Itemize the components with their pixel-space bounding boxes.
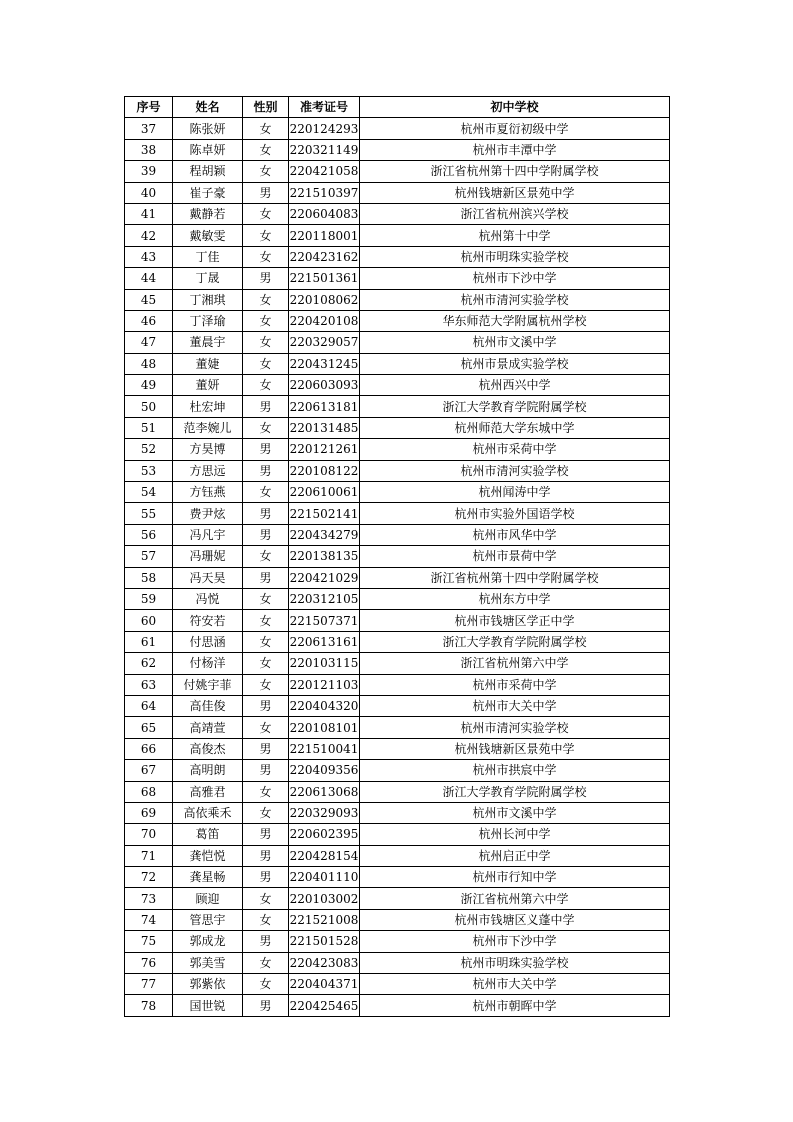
cell-exam-id: 220329093 <box>289 802 360 823</box>
table-row <box>125 695 670 716</box>
cell-exam-id: 220613068 <box>289 781 360 802</box>
cell-exam-id: 220613161 <box>289 631 360 652</box>
cell-gender: 女 <box>243 909 289 930</box>
cell-name: 冯天昊 <box>173 567 243 588</box>
table-row <box>125 268 670 289</box>
table-row <box>125 225 670 246</box>
cell-exam-id: 220108122 <box>289 460 360 481</box>
cell-gender: 女 <box>243 610 289 631</box>
cell-gender: 女 <box>243 417 289 438</box>
cell-exam-id: 220428154 <box>289 845 360 866</box>
cell-gender: 女 <box>243 952 289 973</box>
cell-school: 杭州市钱塘区义蓬中学 <box>360 909 670 930</box>
cell-school: 杭州市大关中学 <box>360 974 670 995</box>
cell-name: 龚恺悦 <box>173 845 243 866</box>
table-row <box>125 610 670 631</box>
cell-name: 国世锐 <box>173 995 243 1016</box>
cell-seq: 65 <box>125 717 173 738</box>
header-seq: 序号 <box>125 97 173 118</box>
cell-school: 杭州市夏衍初级中学 <box>360 118 670 139</box>
cell-gender: 男 <box>243 396 289 417</box>
cell-seq: 46 <box>125 310 173 331</box>
cell-seq: 58 <box>125 567 173 588</box>
table-row <box>125 867 670 888</box>
cell-seq: 55 <box>125 503 173 524</box>
cell-name: 高俊杰 <box>173 738 243 759</box>
cell-seq: 66 <box>125 738 173 759</box>
cell-gender: 男 <box>243 524 289 545</box>
cell-exam-id: 220434279 <box>289 524 360 545</box>
cell-school: 浙江大学教育学院附属学校 <box>360 631 670 652</box>
table-row <box>125 653 670 674</box>
cell-name: 丁佳 <box>173 246 243 267</box>
cell-gender: 男 <box>243 567 289 588</box>
cell-seq: 43 <box>125 246 173 267</box>
cell-seq: 61 <box>125 631 173 652</box>
cell-exam-id: 220613181 <box>289 396 360 417</box>
cell-school: 杭州市文溪中学 <box>360 802 670 823</box>
cell-gender: 女 <box>243 888 289 909</box>
cell-name: 方昊博 <box>173 439 243 460</box>
table-row <box>125 524 670 545</box>
cell-gender: 女 <box>243 802 289 823</box>
cell-school: 杭州钱塘新区景苑中学 <box>360 182 670 203</box>
cell-name: 冯珊妮 <box>173 546 243 567</box>
cell-name: 董晨宇 <box>173 332 243 353</box>
cell-gender: 女 <box>243 781 289 802</box>
cell-exam-id: 220421029 <box>289 567 360 588</box>
cell-exam-id: 220124293 <box>289 118 360 139</box>
cell-exam-id: 220108101 <box>289 717 360 738</box>
cell-name: 郭紫依 <box>173 974 243 995</box>
cell-exam-id: 220329057 <box>289 332 360 353</box>
cell-gender: 女 <box>243 482 289 503</box>
table-row <box>125 974 670 995</box>
cell-exam-id: 220610061 <box>289 482 360 503</box>
cell-school: 杭州市采荷中学 <box>360 439 670 460</box>
cell-seq: 41 <box>125 203 173 224</box>
cell-gender: 女 <box>243 332 289 353</box>
cell-school: 杭州西兴中学 <box>360 375 670 396</box>
cell-school: 杭州闻涛中学 <box>360 482 670 503</box>
cell-exam-id: 220118001 <box>289 225 360 246</box>
cell-exam-id: 220321149 <box>289 139 360 160</box>
cell-seq: 62 <box>125 653 173 674</box>
cell-name: 高依乘禾 <box>173 802 243 823</box>
header-name: 姓名 <box>173 97 243 118</box>
cell-name: 高靖萱 <box>173 717 243 738</box>
cell-gender: 女 <box>243 546 289 567</box>
cell-school: 杭州市大关中学 <box>360 695 670 716</box>
cell-exam-id: 220423162 <box>289 246 360 267</box>
cell-exam-id: 221501528 <box>289 931 360 952</box>
cell-seq: 54 <box>125 482 173 503</box>
cell-seq: 51 <box>125 417 173 438</box>
cell-gender: 女 <box>243 353 289 374</box>
table-row <box>125 182 670 203</box>
cell-gender: 女 <box>243 310 289 331</box>
cell-name: 顾迎 <box>173 888 243 909</box>
cell-name: 郭成龙 <box>173 931 243 952</box>
cell-seq: 44 <box>125 268 173 289</box>
cell-gender: 女 <box>243 246 289 267</box>
table-row <box>125 781 670 802</box>
table-row <box>125 631 670 652</box>
cell-name: 杜宏坤 <box>173 396 243 417</box>
cell-gender: 男 <box>243 760 289 781</box>
table-row <box>125 482 670 503</box>
table-row <box>125 289 670 310</box>
cell-exam-id: 221502141 <box>289 503 360 524</box>
table-row <box>125 203 670 224</box>
cell-school: 杭州市行知中学 <box>360 867 670 888</box>
table-row <box>125 375 670 396</box>
cell-name: 丁泽瑜 <box>173 310 243 331</box>
cell-seq: 74 <box>125 909 173 930</box>
table-row <box>125 802 670 823</box>
cell-gender: 男 <box>243 268 289 289</box>
cell-name: 高佳俊 <box>173 695 243 716</box>
cell-seq: 45 <box>125 289 173 310</box>
cell-gender: 女 <box>243 225 289 246</box>
table-header-row <box>125 97 670 118</box>
cell-exam-id: 220103002 <box>289 888 360 909</box>
cell-gender: 男 <box>243 824 289 845</box>
cell-exam-id: 220603093 <box>289 375 360 396</box>
cell-seq: 42 <box>125 225 173 246</box>
cell-exam-id: 220131485 <box>289 417 360 438</box>
cell-name: 崔子豪 <box>173 182 243 203</box>
table-row <box>125 588 670 609</box>
table-row <box>125 503 670 524</box>
cell-school: 杭州启正中学 <box>360 845 670 866</box>
cell-name: 方钰燕 <box>173 482 243 503</box>
cell-gender: 男 <box>243 695 289 716</box>
cell-school: 杭州市风华中学 <box>360 524 670 545</box>
cell-name: 龚星畅 <box>173 867 243 888</box>
cell-gender: 女 <box>243 631 289 652</box>
cell-exam-id: 220425465 <box>289 995 360 1016</box>
table-body <box>125 118 670 1016</box>
cell-seq: 38 <box>125 139 173 160</box>
table-row <box>125 888 670 909</box>
cell-school: 浙江省杭州第十四中学附属学校 <box>360 567 670 588</box>
cell-seq: 64 <box>125 695 173 716</box>
cell-school: 浙江省杭州第十四中学附属学校 <box>360 161 670 182</box>
cell-gender: 女 <box>243 118 289 139</box>
table-row <box>125 396 670 417</box>
table-row <box>125 460 670 481</box>
cell-seq: 37 <box>125 118 173 139</box>
cell-exam-id: 220404371 <box>289 974 360 995</box>
cell-seq: 50 <box>125 396 173 417</box>
cell-name: 付杨洋 <box>173 653 243 674</box>
cell-seq: 60 <box>125 610 173 631</box>
cell-school: 杭州市实验外国语学校 <box>360 503 670 524</box>
table-row <box>125 417 670 438</box>
cell-gender: 女 <box>243 717 289 738</box>
cell-gender: 男 <box>243 867 289 888</box>
cell-school: 杭州市明珠实验学校 <box>360 246 670 267</box>
cell-school: 浙江省杭州第六中学 <box>360 888 670 909</box>
table-row <box>125 546 670 567</box>
cell-gender: 男 <box>243 845 289 866</box>
cell-school: 杭州第十中学 <box>360 225 670 246</box>
cell-gender: 男 <box>243 503 289 524</box>
cell-name: 郭美雪 <box>173 952 243 973</box>
cell-school: 浙江大学教育学院附属学校 <box>360 781 670 802</box>
cell-exam-id: 221501361 <box>289 268 360 289</box>
cell-school: 杭州市下沙中学 <box>360 268 670 289</box>
cell-name: 付思涵 <box>173 631 243 652</box>
cell-seq: 67 <box>125 760 173 781</box>
table-row <box>125 674 670 695</box>
cell-exam-id: 220404320 <box>289 695 360 716</box>
cell-seq: 71 <box>125 845 173 866</box>
cell-exam-id: 220421058 <box>289 161 360 182</box>
cell-exam-id: 220409356 <box>289 760 360 781</box>
table-row <box>125 760 670 781</box>
cell-gender: 女 <box>243 139 289 160</box>
cell-school: 浙江大学教育学院附属学校 <box>360 396 670 417</box>
cell-name: 费尹炫 <box>173 503 243 524</box>
cell-school: 杭州市丰潭中学 <box>360 139 670 160</box>
cell-gender: 女 <box>243 653 289 674</box>
cell-exam-id: 220423083 <box>289 952 360 973</box>
cell-gender: 男 <box>243 439 289 460</box>
cell-school: 浙江省杭州第六中学 <box>360 653 670 674</box>
cell-seq: 77 <box>125 974 173 995</box>
table-row <box>125 717 670 738</box>
cell-school: 杭州市清河实验学校 <box>360 289 670 310</box>
cell-school: 杭州长河中学 <box>360 824 670 845</box>
cell-name: 管思宇 <box>173 909 243 930</box>
cell-seq: 76 <box>125 952 173 973</box>
cell-school: 浙江省杭州滨兴学校 <box>360 203 670 224</box>
cell-exam-id: 221510397 <box>289 182 360 203</box>
student-list-table <box>124 96 670 1017</box>
cell-gender: 男 <box>243 995 289 1016</box>
table-row <box>125 845 670 866</box>
table-row <box>125 332 670 353</box>
cell-name: 符安若 <box>173 610 243 631</box>
cell-seq: 75 <box>125 931 173 952</box>
cell-name: 高雅君 <box>173 781 243 802</box>
table-row <box>125 567 670 588</box>
cell-exam-id: 220103115 <box>289 653 360 674</box>
cell-school: 杭州市景成实验学校 <box>360 353 670 374</box>
cell-name: 陈张妍 <box>173 118 243 139</box>
cell-seq: 47 <box>125 332 173 353</box>
table-row <box>125 139 670 160</box>
cell-gender: 女 <box>243 161 289 182</box>
cell-name: 葛笛 <box>173 824 243 845</box>
cell-name: 付姚宇菲 <box>173 674 243 695</box>
cell-seq: 68 <box>125 781 173 802</box>
cell-name: 戴敏雯 <box>173 225 243 246</box>
cell-name: 冯凡宇 <box>173 524 243 545</box>
header-school: 初中学校 <box>360 97 670 118</box>
cell-school: 杭州市清河实验学校 <box>360 717 670 738</box>
cell-school: 杭州市景荷中学 <box>360 546 670 567</box>
cell-gender: 男 <box>243 931 289 952</box>
cell-seq: 57 <box>125 546 173 567</box>
cell-school: 杭州钱塘新区景苑中学 <box>360 738 670 759</box>
cell-seq: 70 <box>125 824 173 845</box>
table-row <box>125 310 670 331</box>
cell-seq: 39 <box>125 161 173 182</box>
cell-school: 杭州市朝晖中学 <box>360 995 670 1016</box>
cell-school: 杭州市下沙中学 <box>360 931 670 952</box>
cell-gender: 女 <box>243 974 289 995</box>
cell-gender: 女 <box>243 375 289 396</box>
cell-seq: 52 <box>125 439 173 460</box>
table-row <box>125 952 670 973</box>
cell-gender: 女 <box>243 289 289 310</box>
cell-seq: 73 <box>125 888 173 909</box>
cell-name: 丁晟 <box>173 268 243 289</box>
cell-name: 戴静若 <box>173 203 243 224</box>
table-row <box>125 995 670 1016</box>
cell-exam-id: 220121261 <box>289 439 360 460</box>
cell-name: 高明朗 <box>173 760 243 781</box>
header-exam-id: 准考证号 <box>289 97 360 118</box>
table-row <box>125 161 670 182</box>
cell-seq: 59 <box>125 588 173 609</box>
table-row <box>125 439 670 460</box>
cell-school: 杭州市文溪中学 <box>360 332 670 353</box>
cell-gender: 男 <box>243 738 289 759</box>
cell-exam-id: 220312105 <box>289 588 360 609</box>
cell-name: 冯悦 <box>173 588 243 609</box>
cell-exam-id: 221507371 <box>289 610 360 631</box>
cell-exam-id: 220401110 <box>289 867 360 888</box>
table-row <box>125 931 670 952</box>
cell-exam-id: 220138135 <box>289 546 360 567</box>
cell-school: 杭州市明珠实验学校 <box>360 952 670 973</box>
cell-seq: 78 <box>125 995 173 1016</box>
cell-name: 陈卓妍 <box>173 139 243 160</box>
table-row <box>125 909 670 930</box>
cell-name: 丁湘琪 <box>173 289 243 310</box>
cell-seq: 53 <box>125 460 173 481</box>
cell-school: 杭州东方中学 <box>360 588 670 609</box>
cell-school: 杭州师范大学东城中学 <box>360 417 670 438</box>
cell-exam-id: 220108062 <box>289 289 360 310</box>
cell-seq: 49 <box>125 375 173 396</box>
cell-exam-id: 221521008 <box>289 909 360 930</box>
cell-seq: 63 <box>125 674 173 695</box>
table-row <box>125 353 670 374</box>
cell-gender: 女 <box>243 674 289 695</box>
header-gender: 性别 <box>243 97 289 118</box>
cell-exam-id: 220604083 <box>289 203 360 224</box>
cell-name: 董婕 <box>173 353 243 374</box>
cell-exam-id: 220420108 <box>289 310 360 331</box>
cell-gender: 男 <box>243 460 289 481</box>
cell-name: 方思远 <box>173 460 243 481</box>
cell-name: 程胡颖 <box>173 161 243 182</box>
table-row <box>125 738 670 759</box>
cell-exam-id: 221510041 <box>289 738 360 759</box>
cell-name: 董妍 <box>173 375 243 396</box>
cell-exam-id: 220602395 <box>289 824 360 845</box>
cell-school: 杭州市采荷中学 <box>360 674 670 695</box>
table-row <box>125 118 670 139</box>
cell-seq: 40 <box>125 182 173 203</box>
cell-exam-id: 220431245 <box>289 353 360 374</box>
cell-seq: 72 <box>125 867 173 888</box>
cell-school: 华东师范大学附属杭州学校 <box>360 310 670 331</box>
cell-school: 杭州市清河实验学校 <box>360 460 670 481</box>
cell-gender: 男 <box>243 182 289 203</box>
cell-school: 杭州市钱塘区学正中学 <box>360 610 670 631</box>
cell-school: 杭州市拱宸中学 <box>360 760 670 781</box>
table-row <box>125 246 670 267</box>
cell-seq: 48 <box>125 353 173 374</box>
cell-exam-id: 220121103 <box>289 674 360 695</box>
cell-seq: 69 <box>125 802 173 823</box>
cell-name: 范李婉儿 <box>173 417 243 438</box>
cell-gender: 女 <box>243 588 289 609</box>
cell-seq: 56 <box>125 524 173 545</box>
table-row <box>125 824 670 845</box>
cell-gender: 女 <box>243 203 289 224</box>
